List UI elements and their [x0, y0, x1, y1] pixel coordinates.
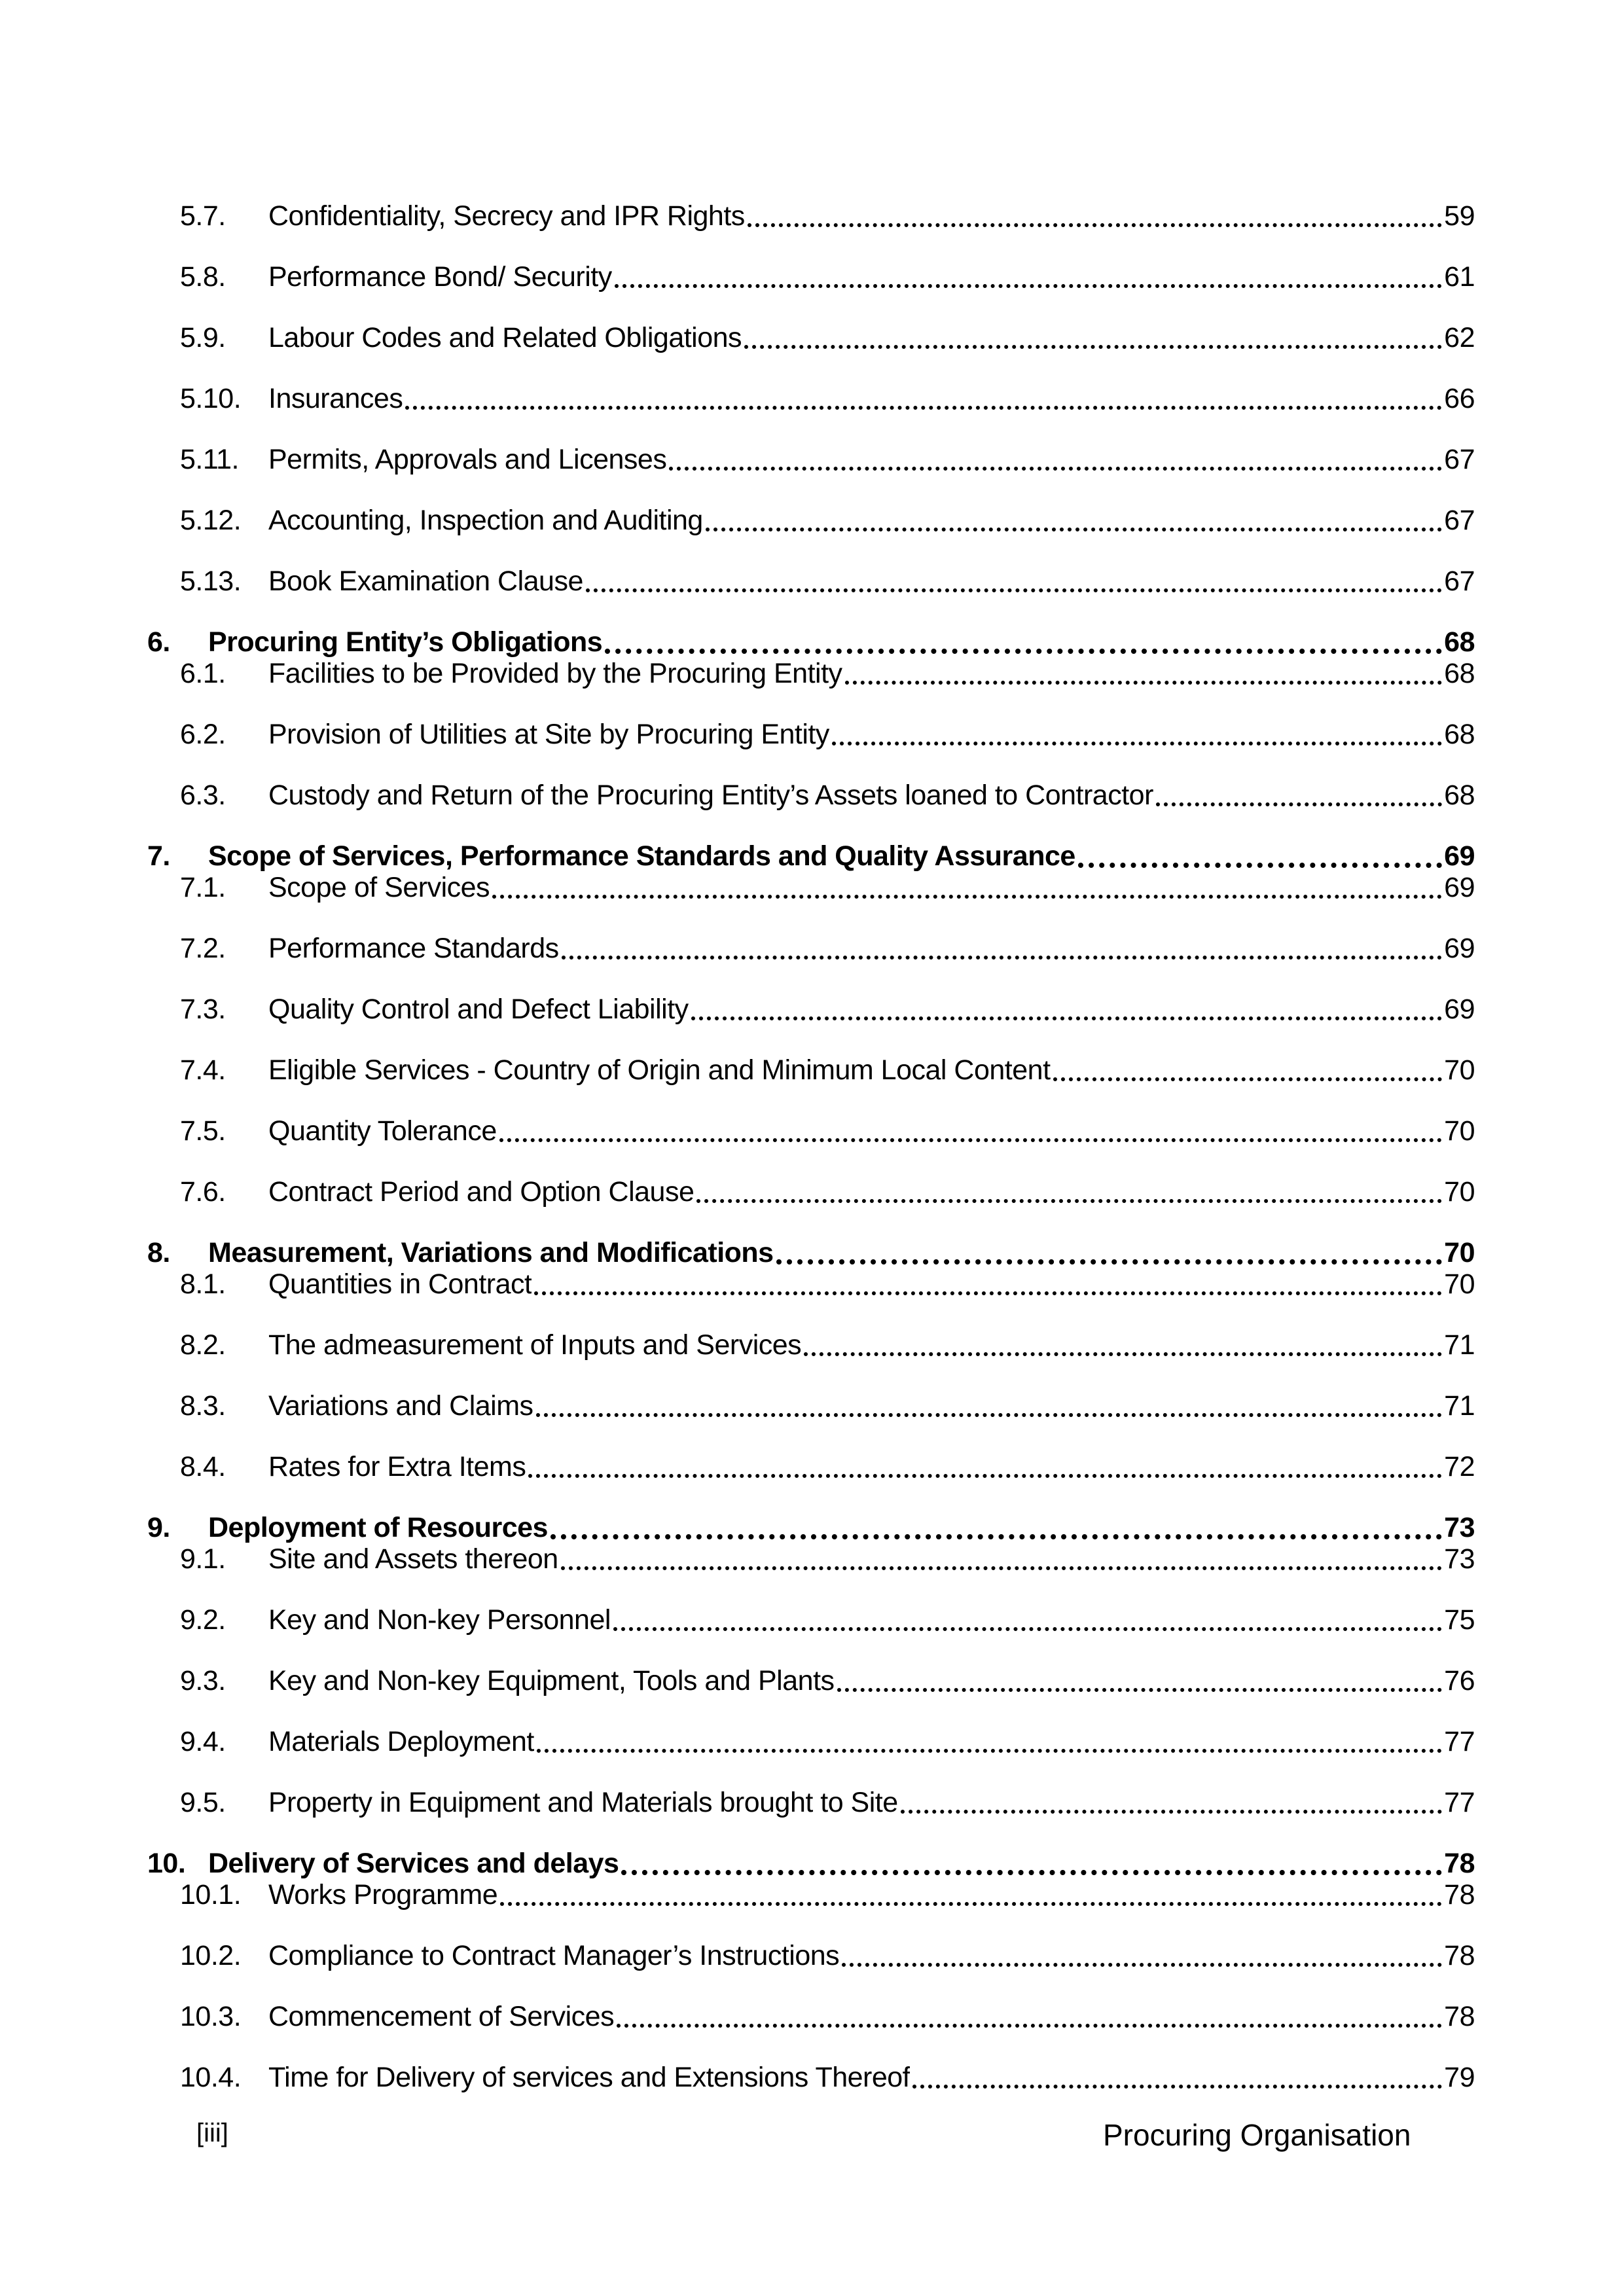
toc-entry-number: 10.3.: [180, 2001, 242, 2032]
toc-entry-title: Book Examination Clause: [268, 565, 583, 597]
toc-entry-number: 5.10.: [180, 383, 242, 414]
toc-entry-number: 6.1.: [180, 658, 226, 689]
dot-leader: [845, 681, 1443, 685]
toc-entry-title: Measurement, Variations and Modifications: [208, 1237, 774, 1268]
toc-entry-page: 79: [1444, 2062, 1475, 2093]
toc-entry-number: 10.1.: [180, 1879, 242, 1910]
toc-entry-page: 78: [1444, 1879, 1475, 1910]
toc-entry-number: 5.13.: [180, 565, 242, 597]
toc-entry-page: 69: [1444, 994, 1475, 1025]
toc-entry-number: 7.2.: [180, 933, 226, 964]
dot-leader: [691, 1016, 1443, 1020]
dot-leader: [1156, 802, 1442, 806]
footer-page-number: [iii]: [196, 2119, 228, 2147]
toc-entry-number: 7.4.: [180, 1054, 226, 1086]
toc-entry-title: Rates for Extra Items: [268, 1451, 526, 1482]
table-of-contents: [0, 200, 1624, 2123]
dot-leader: [617, 2024, 1442, 2028]
toc-entry[interactable]: [0, 1115, 1624, 1147]
toc-entry-title: Insurances: [268, 383, 403, 414]
toc-entry-page: 72: [1444, 1451, 1475, 1482]
toc-entry[interactable]: [0, 383, 1624, 414]
toc-entry-title: Quantities in Contract: [268, 1268, 532, 1300]
toc-entry-page: 68: [1444, 719, 1475, 750]
toc-entry-title: Materials Deployment: [268, 1726, 534, 1757]
dot-leader: [605, 649, 1442, 654]
toc-entry-number: 10.2.: [180, 1940, 242, 1971]
toc-entry-title: Contract Period and Option Clause: [268, 1176, 695, 1208]
dot-leader: [405, 406, 1442, 410]
toc-entry-page: 67: [1444, 505, 1475, 536]
toc-entry-page: 68: [1444, 658, 1475, 689]
toc-entry-page: 69: [1444, 872, 1475, 903]
toc-entry-page: 67: [1444, 565, 1475, 597]
toc-entry[interactable]: [0, 872, 1624, 903]
toc-entry-number: 9.3.: [180, 1665, 226, 1696]
toc-entry-number: 7.3.: [180, 994, 226, 1025]
toc-entry[interactable]: [0, 1451, 1624, 1482]
toc-entry-title: Key and Non-key Equipment, Tools and Plants: [268, 1665, 835, 1696]
toc-entry-number: 6.2.: [180, 719, 226, 750]
toc-entry[interactable]: [0, 1237, 1624, 1268]
toc-entry[interactable]: [0, 444, 1624, 475]
toc-entry[interactable]: [0, 1329, 1624, 1361]
toc-entry-number: 8.4.: [180, 1451, 226, 1482]
dot-leader: [706, 528, 1442, 531]
toc-entry-number: 10.: [147, 1848, 186, 1879]
toc-entry[interactable]: [0, 1879, 1624, 1910]
toc-entry-number: 10.4.: [180, 2062, 242, 2093]
toc-entry[interactable]: [0, 658, 1624, 689]
toc-entry-title: Property in Equipment and Materials brought to Site: [268, 1787, 898, 1818]
toc-entry-title: Eligible Services - Country of Origin and Minimum Local Content: [268, 1054, 1051, 1086]
toc-entry-title: Performance Standards: [268, 933, 559, 964]
toc-entry-page: 68: [1444, 626, 1475, 658]
dot-leader: [528, 1474, 1442, 1478]
toc-entry-page: 67: [1444, 444, 1475, 475]
toc-entry-page: 70: [1444, 1054, 1475, 1086]
toc-entry-number: 7.5.: [180, 1115, 226, 1147]
toc-entry-title: Works Programme: [268, 1879, 498, 1910]
toc-entry-title: Compliance to Contract Manager’s Instructions: [268, 1940, 840, 1971]
dot-leader: [1053, 1077, 1443, 1081]
dot-leader: [669, 467, 1442, 471]
toc-entry[interactable]: [0, 261, 1624, 293]
toc-entry[interactable]: [0, 1940, 1624, 1971]
toc-entry[interactable]: [0, 1054, 1624, 1086]
dot-leader: [1078, 863, 1442, 868]
toc-entry-number: 8.3.: [180, 1390, 226, 1422]
toc-entry-number: 8.2.: [180, 1329, 226, 1361]
toc-entry-title: Quantity Tolerance: [268, 1115, 497, 1147]
toc-entry-page: 77: [1444, 1726, 1475, 1757]
toc-entry-title: Provision of Utilities at Site by Procuring Entity: [268, 719, 829, 750]
dot-leader: [696, 1199, 1442, 1203]
toc-entry-title: Scope of Services: [268, 872, 490, 903]
toc-entry-number: 5.9.: [180, 322, 226, 353]
toc-entry-title: Key and Non-key Personnel: [268, 1604, 611, 1636]
toc-entry[interactable]: [0, 322, 1624, 353]
toc-entry-page: 71: [1444, 1390, 1475, 1422]
toc-entry[interactable]: [0, 1512, 1624, 1543]
dot-leader: [534, 1291, 1442, 1295]
toc-entry-title: Facilities to be Provided by the Procuring Entity: [268, 658, 842, 689]
toc-entry-title: Commencement of Services: [268, 2001, 615, 2032]
toc-entry-title: Scope of Services, Performance Standards and Quality Assurance: [208, 840, 1075, 872]
toc-entry-title: Permits, Approvals and Licenses: [268, 444, 667, 475]
toc-entry-page: 77: [1444, 1787, 1475, 1818]
toc-entry-number: 9.1.: [180, 1543, 226, 1575]
toc-entry-page: 69: [1444, 840, 1475, 872]
dot-leader: [776, 1259, 1443, 1265]
dot-leader: [832, 742, 1442, 745]
toc-entry-number: 7.: [147, 840, 170, 872]
toc-entry-page: 78: [1444, 1848, 1475, 1879]
toc-entry[interactable]: [0, 1787, 1624, 1818]
toc-entry[interactable]: [0, 994, 1624, 1025]
dot-leader: [901, 1810, 1443, 1814]
toc-entry-number: 6.: [147, 626, 170, 658]
toc-entry-number: 8.: [147, 1237, 170, 1268]
dot-leader: [586, 588, 1442, 592]
toc-entry-title: Delivery of Services and delays: [208, 1848, 619, 1879]
toc-entry[interactable]: [0, 933, 1624, 964]
toc-entry-title: Labour Codes and Related Obligations: [268, 322, 742, 353]
toc-entry-page: 70: [1444, 1237, 1475, 1268]
toc-entry-page: 66: [1444, 383, 1475, 414]
toc-entry-page: 73: [1444, 1543, 1475, 1575]
toc-entry-page: 76: [1444, 1665, 1475, 1696]
toc-entry-number: 8.1.: [180, 1268, 226, 1300]
toc-entry[interactable]: [0, 1176, 1624, 1208]
toc-entry[interactable]: [0, 1543, 1624, 1575]
toc-entry-title: Custody and Return of the Procuring Entity’s Assets loaned to Contractor: [268, 780, 1153, 811]
toc-entry-title: The admeasurement of Inputs and Services: [268, 1329, 802, 1361]
toc-entry-page: 73: [1444, 1512, 1475, 1543]
toc-entry-number: 5.11.: [180, 444, 239, 475]
dot-leader: [492, 895, 1442, 899]
toc-entry-page: 70: [1444, 1268, 1475, 1300]
page-footer: [0, 2117, 1624, 2154]
toc-entry-page: 71: [1444, 1329, 1475, 1361]
dot-leader: [842, 1963, 1442, 1967]
dot-leader: [561, 1566, 1442, 1570]
dot-leader: [536, 1413, 1443, 1417]
toc-entry-page: 78: [1444, 2001, 1475, 2032]
toc-entry-page: 61: [1444, 261, 1475, 293]
toc-entry[interactable]: [0, 1390, 1624, 1422]
dot-leader: [550, 1534, 1442, 1539]
toc-entry-number: 5.12.: [180, 505, 242, 536]
toc-entry-number: 9.4.: [180, 1726, 226, 1757]
toc-entry-title: Performance Bond/ Security: [268, 261, 612, 293]
toc-entry-page: 78: [1444, 1940, 1475, 1971]
toc-entry-number: 9.: [147, 1512, 170, 1543]
dot-leader: [500, 1902, 1442, 1906]
dot-leader: [613, 1627, 1442, 1631]
toc-entry-page: 62: [1444, 322, 1475, 353]
toc-entry-page: 70: [1444, 1115, 1475, 1147]
toc-entry[interactable]: [0, 565, 1624, 597]
toc-entry-title: Time for Delivery of services and Extensions Thereof: [268, 2062, 911, 2093]
toc-entry[interactable]: [0, 840, 1624, 872]
dot-leader: [621, 1870, 1442, 1875]
toc-entry[interactable]: [0, 626, 1624, 658]
toc-entry-title: Site and Assets thereon: [268, 1543, 558, 1575]
toc-entry[interactable]: [0, 719, 1624, 750]
dot-leader: [804, 1352, 1442, 1356]
toc-entry-title: Procuring Entity’s Obligations: [208, 626, 603, 658]
dot-leader: [744, 345, 1442, 349]
toc-entry-title: Accounting, Inspection and Auditing: [268, 505, 703, 536]
toc-entry[interactable]: [0, 1268, 1624, 1300]
toc-entry-title: Quality Control and Defect Liability: [268, 994, 689, 1025]
toc-entry-number: 7.6.: [180, 1176, 226, 1208]
toc-entry-number: 6.3.: [180, 780, 226, 811]
toc-entry-number: 5.8.: [180, 261, 226, 293]
toc-entry-page: 70: [1444, 1176, 1475, 1208]
toc-entry-title: Confidentiality, Secrecy and IPR Rights: [268, 200, 745, 232]
toc-entry[interactable]: [0, 2001, 1624, 2032]
toc-entry-page: 75: [1444, 1604, 1475, 1636]
dot-leader: [537, 1749, 1442, 1753]
toc-entry[interactable]: [0, 2062, 1624, 2093]
footer-organisation: Procuring Organisation: [1103, 2118, 1411, 2152]
dot-leader: [562, 956, 1443, 960]
dot-leader: [912, 2085, 1442, 2089]
dot-leader: [499, 1138, 1442, 1142]
toc-entry[interactable]: [0, 1604, 1624, 1636]
toc-entry-number: 9.5.: [180, 1787, 226, 1818]
dot-leader: [748, 223, 1442, 227]
toc-entry-page: 68: [1444, 780, 1475, 811]
toc-entry-number: 7.1.: [180, 872, 226, 903]
dot-leader: [837, 1688, 1443, 1692]
toc-entry[interactable]: [0, 1665, 1624, 1696]
toc-entry[interactable]: [0, 1726, 1624, 1757]
dot-leader: [615, 284, 1442, 288]
toc-entry[interactable]: [0, 1848, 1624, 1879]
toc-entry-title: Deployment of Resources: [208, 1512, 548, 1543]
toc-entry-page: 69: [1444, 933, 1475, 964]
toc-entry-title: Variations and Claims: [268, 1390, 533, 1422]
toc-entry-number: 9.2.: [180, 1604, 226, 1636]
toc-entry[interactable]: [0, 505, 1624, 536]
toc-entry[interactable]: [0, 780, 1624, 811]
toc-entry-page: 59: [1444, 200, 1475, 232]
toc-entry[interactable]: [0, 200, 1624, 232]
toc-entry-number: 5.7.: [180, 200, 226, 232]
